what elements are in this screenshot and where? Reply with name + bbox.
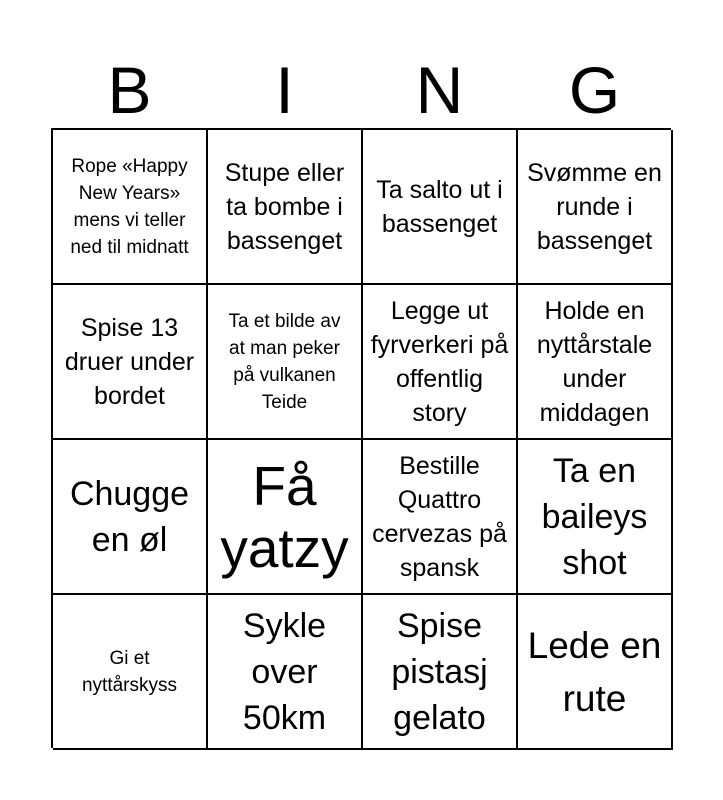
cell-text: Få yatzy xyxy=(220,454,349,579)
header-letter-b: B xyxy=(107,53,152,127)
bingo-cell-r2c3[interactable] xyxy=(363,285,518,440)
bingo-cell-r4c2[interactable] xyxy=(208,595,363,750)
bingo-cell-r2c1[interactable] xyxy=(53,285,208,440)
cell-text: Ta et bilde av at man peker på vulkanen Teide xyxy=(228,310,341,413)
cell-text: Ta salto ut i bassenget xyxy=(376,175,503,238)
bingo-cell-r3c2[interactable] xyxy=(208,440,363,595)
bingo-cell-r2c4[interactable] xyxy=(518,285,673,440)
bingo-cell-r1c4[interactable] xyxy=(518,130,673,285)
cell-text: Lede en rute xyxy=(527,624,662,719)
bingo-cell-r3c4[interactable] xyxy=(518,440,673,595)
bingo-cell-r1c1[interactable] xyxy=(53,130,208,285)
cell-text: Gi et nyttårskyss xyxy=(81,647,178,696)
bingo-cell-r1c3[interactable] xyxy=(363,130,518,285)
header-letter-g: G xyxy=(568,53,621,127)
cell-text: Svømme en runde i bassenget xyxy=(527,158,662,255)
bingo-cell-r4c4[interactable] xyxy=(518,595,673,750)
bingo-cell-r3c3[interactable] xyxy=(363,440,518,595)
cell-text: Chugge en øl xyxy=(69,474,190,559)
bingo-cell-r4c3[interactable] xyxy=(363,595,518,750)
header-letter-n: N xyxy=(415,53,464,127)
cell-text: Spise 13 druer under bordet xyxy=(64,313,195,410)
cell-text: Holde en nyttårstale under middagen xyxy=(536,296,653,427)
bingo-grid xyxy=(51,128,671,748)
bingo-header xyxy=(52,52,672,128)
cell-text: Spise pistasj gelato xyxy=(391,606,488,737)
header-letter-i: I xyxy=(275,53,294,127)
cell-text: Bestille Quattro cervezas på spansk xyxy=(372,451,507,582)
cell-text: Legge ut fyrverkeri på offentlig story xyxy=(370,296,509,427)
cell-text: Stupe eller ta bombe i bassenget xyxy=(224,158,345,255)
bingo-cell-r3c1[interactable] xyxy=(53,440,208,595)
cell-text: Sykle over 50km xyxy=(242,606,327,737)
cell-text: Ta en baileys shot xyxy=(541,451,648,582)
cell-text: Rope «Happy New Years» mens vi teller ned til midnatt xyxy=(70,155,189,258)
bingo-cell-r4c1[interactable] xyxy=(53,595,208,750)
bingo-cell-r1c2[interactable] xyxy=(208,130,363,285)
bingo-cell-r2c2[interactable] xyxy=(208,285,363,440)
